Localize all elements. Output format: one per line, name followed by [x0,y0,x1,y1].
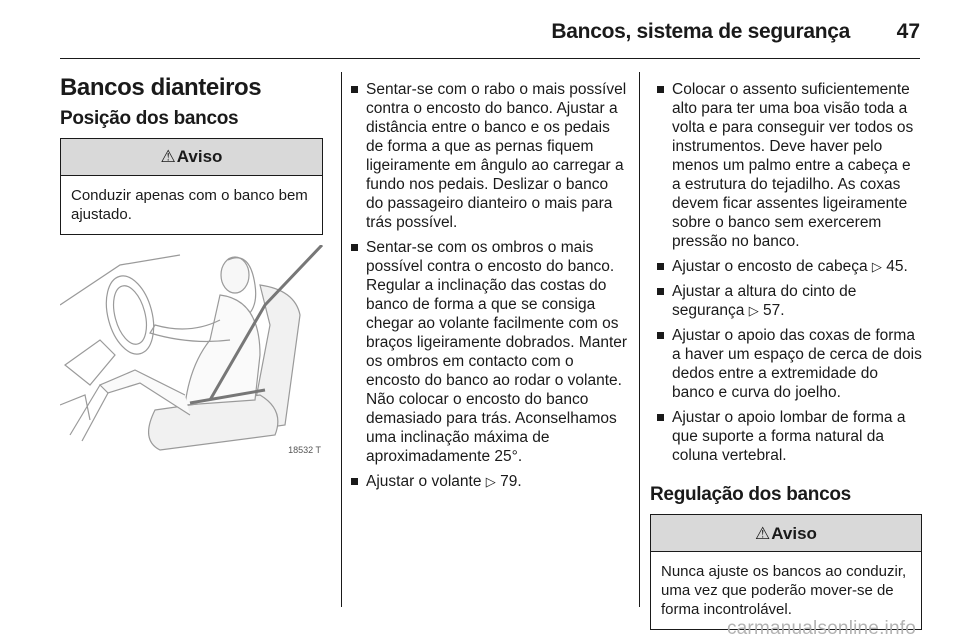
warning-box-2 [650,514,922,630]
section-title: Bancos dianteiros [60,74,262,101]
list-item-text: Ajustar a altura do cinto de segurança [672,283,857,319]
bullet-square-icon [657,288,664,295]
list-item [650,326,922,402]
instruction-list-3 [650,80,922,465]
bullet-square-icon [657,263,664,270]
warning-header [61,139,322,176]
list-item-text: Ajustar o volante [366,473,482,490]
subsection-title-position: Posição dos bancos [60,108,239,129]
list-item-text: Ajustar o encosto de cabeça [672,258,868,275]
instruction-list-2 [344,80,628,491]
bullet-square-icon [657,414,664,421]
list-item [650,282,922,320]
list-item-text: Ajustar o apoio das coxas de forma a haver um espaço de cerca de dois dedos entre a extremidade do banco e curva do joelho. [672,327,922,401]
column-divider-1 [341,72,342,607]
bullet-square-icon [351,86,358,93]
warning-triangle-icon: ⚠ [755,523,771,543]
page-ref-arrow-icon: ▷ [748,303,759,318]
bullet-square-icon [657,86,664,93]
column-1 [60,72,323,235]
bullet-square-icon [657,332,664,339]
subsection-title-adjustment: Regulação dos bancos [650,484,851,505]
warning-box-1 [60,138,323,235]
list-item [650,257,922,276]
list-item-text: Ajustar o apoio lombar de forma a que suporte a forma natural da coluna vertebral. [672,409,906,464]
page-header [60,0,920,60]
page-ref[interactable]: 57. [763,302,785,319]
list-item [344,472,628,491]
warning-label: Aviso [176,147,223,166]
list-item-text: Sentar-se com o rabo o mais possível contra o encosto do banco. Ajustar a distância entre o banco e os pedais de forma a que as pernas fiquem ligeiramente em ângulo ao carregar a fundo nos pedais. Deslizar o banco do passageiro dianteiro o mais para trás possível. [366,81,627,231]
bullet-square-icon [351,244,358,251]
list-item [344,238,628,466]
header-rule [60,58,920,59]
list-item [650,408,922,465]
figure-code: 18532 T [288,445,321,455]
page-ref-arrow-icon: ▷ [485,474,496,489]
warning-triangle-icon: ⚠ [160,147,176,166]
watermark: carmanualsonline.info [726,618,916,639]
header-title: Bancos, sistema de segurança [551,20,850,43]
column-divider-2 [639,72,640,607]
page-ref-arrow-icon: ▷ [871,259,882,274]
driver-seat-drawing [60,245,323,457]
warning-header [651,515,921,552]
page-ref[interactable]: 79. [500,473,522,490]
warning-text: Nunca ajuste os bancos ao conduzir, uma vez que poderão mover-se de forma incontrolável. [661,563,907,618]
list-item [344,80,628,232]
column-3 [650,80,922,630]
list-item [650,80,922,251]
page-number: 47 [896,20,920,43]
warning-text: Conduzir apenas com o banco bem ajustado. [71,187,308,223]
page-ref[interactable]: 45. [886,258,908,275]
warning-label: Aviso [771,523,817,543]
list-item-text: Sentar-se com os ombros o mais possível contra o encosto do banco. Regular a inclinação das costas do banco de forma a que se consiga chegar ao volante facilmente com os braços ligeiramente dobrados. Manter os ombros em contacto com o encosto do banco ao rodar o volante. Não colocar o encosto do banco demasiado para trás. Aconselhamos uma inclinação máxima de aproximadamente 25°. [366,239,628,465]
list-item-text: Colocar o assento suficientemente alto para ter uma boa visão toda a volta e para conseguir ver todos os instrumentos. Deve haver pelo menos um palmo entre a cabeça e a estrutura do tejadilho. As coxas devem ficar assentes ligeiramente sobre o banco sem exercerem pressão no banco. [672,81,914,250]
column-2 [344,80,628,497]
bullet-square-icon [351,478,358,485]
seat-position-illustration [60,245,323,457]
